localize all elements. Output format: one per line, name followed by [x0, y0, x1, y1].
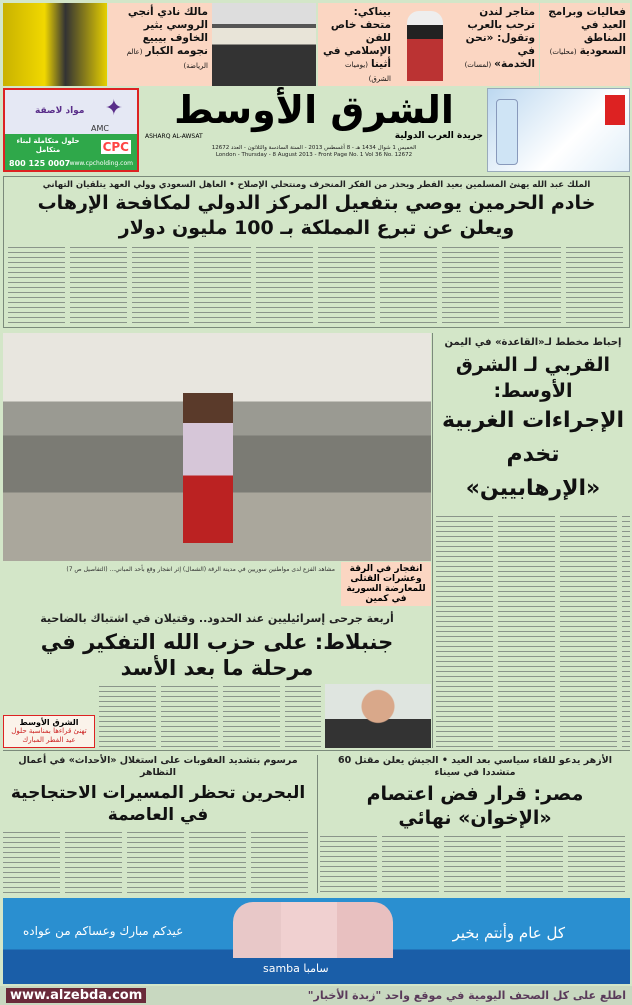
yemen-story[interactable]: [436, 333, 630, 748]
syria-photo: [3, 333, 431, 561]
eid-promo-box[interactable]: [3, 715, 95, 748]
photo-figure: [183, 393, 233, 543]
logo-latin: ASHARQ AL-AWSAT: [145, 133, 203, 140]
yemen-body-text: [436, 514, 630, 748]
yemen-headline-1: القربي لـ الشرق الأوسط:: [455, 354, 611, 402]
lead-kicker: الملك عبد الله يهنئ المسلمين بعيد الفطر ويحذر من الفكر المنحرف ومنتحلي الإصلاح • العاهل السعودي وولي العهد يتلقيان التهاني: [42, 180, 591, 190]
column-rule: [317, 755, 318, 893]
column-rule: [432, 333, 433, 748]
watermark-url[interactable]: www.alzebda.com: [6, 988, 146, 1003]
teaser-section: (عالم الرياضة): [126, 48, 208, 70]
teaser-photo-woman: [395, 3, 455, 86]
teaser-title: بيناكي: متحف خاص للفن الإسلامي في أثينا: [323, 6, 391, 70]
amc-brand: AMC: [91, 124, 109, 133]
syria-box[interactable]: [341, 562, 431, 606]
egypt-kicker: الأزهر يدعو للقاء سياسي بعد العيد • الجيش يعلن مقتل 60 متشددا في سيناء: [337, 755, 612, 778]
lead-headline: خادم الحرمين يوصي بتفعيل المركز الدولي لمكافحة الإرهاب ويعلن عن تبرع المملكة بـ 100 مليون دولار: [37, 192, 596, 239]
watermark-bar[interactable]: [0, 986, 632, 1005]
lead-story[interactable]: [3, 176, 630, 328]
teaser-title: مالك نادي أنجي الروسي يثير الخاوف بيبيع نجومه الكبار: [127, 6, 208, 57]
yemen-headline-2: الإجراءات الغربية تخدم «الإرهابيين»: [441, 408, 625, 501]
logo-text: الشرق الأوسط: [174, 88, 454, 132]
dateline-en: London - Thursday - 8 August 2013 - Front Page No. 1 Vol 36 No. 12672: [215, 152, 413, 158]
cpc-text: حلول متكاملة لبناء متكامل: [16, 137, 80, 154]
syria-box-title: انفجار في الرقة وعشرات القتلى للمعارضة السورية في كمين: [346, 564, 426, 604]
bahrain-body-text: [3, 830, 313, 895]
samba-greeting-left: عيدكم مبارك وعساكم من عواده: [23, 924, 184, 938]
egypt-headline: مصر: قرار فض اعتصام «الإخوان» نهائي: [366, 783, 584, 829]
jumblatt-portrait: [325, 684, 431, 748]
teaser-1[interactable]: [540, 3, 630, 86]
samba-ad[interactable]: [3, 898, 630, 984]
dateline: [145, 145, 483, 159]
yemen-kicker: إحباط مخطط لـ«القاعدة» في اليمن: [444, 337, 622, 348]
teaser-4[interactable]: [108, 3, 212, 86]
lead-body-text: [8, 245, 625, 323]
tagline: جريدة العرب الدولية: [394, 131, 483, 141]
dateline-ar: الخميس 1 شوال 1434 هـ - 8 أغسطس 2013 - السنة السادسة والثلاثون - العدد 12672: [211, 145, 417, 151]
amc-logo-icon: ✦: [104, 96, 123, 121]
egypt-body-text: [320, 834, 630, 895]
lebanon-body-text: [99, 684, 321, 748]
teaser-section: (محليات): [549, 48, 577, 56]
samba-greeting-right: كل عام وأنتم بخير: [452, 924, 565, 942]
promo-text: تهنئ قراءها بمناسبة حلول عيد الفطر المبارك: [11, 727, 87, 744]
bahrain-story[interactable]: [3, 752, 313, 895]
syria-caption: مشاهد الفزع لدى مواطنين سوريين في مدينة الرقة (الشمال) إثر انفجار وقع بأحد المباني... (التفاصيل ص 7): [66, 566, 335, 573]
cpc-brand: CPC: [102, 140, 129, 154]
teaser-section: (لمسات): [464, 61, 492, 69]
lebanon-kicker: أربعة جرحى إسرائيليين عند الحدود.. وقتيلان في اشتباك بالضاحية: [40, 612, 394, 625]
lebanon-story[interactable]: [3, 608, 431, 748]
samba-brand: samba سامبا: [263, 962, 329, 975]
teaser-title: متاجر لندن ترحب بالعرب وتقول: «نحن في الخدمة»: [465, 6, 535, 70]
teaser-title: فعاليات وبرامج العيد في المناطق السعودية: [548, 6, 626, 57]
teaser-3[interactable]: [318, 3, 395, 86]
lebanon-headline: جنبلاط: على حزب الله التفكير في مرحلة ما بعد الأسد: [40, 630, 394, 680]
teaser-section: (يوميات الشرق): [345, 61, 391, 83]
egypt-story[interactable]: [320, 752, 630, 895]
watermark-text: اطلع على كل الصحف اليومية في موقع واحد "زبدة الأخبار": [307, 989, 626, 1002]
brand-logo-icon: [605, 95, 625, 125]
amc-label: مواد لاصقة: [35, 106, 85, 116]
teaser-photo-building: [212, 3, 316, 86]
bahrain-headline: البحرين تحظر المسيرات الاحتجاجية في العاصمة: [10, 783, 306, 825]
teaser-photo-football: [3, 3, 107, 86]
ad-water[interactable]: [487, 88, 630, 172]
cpc-phone: 800 125 0007: [9, 159, 71, 168]
section-rule: [3, 750, 630, 751]
royal-portraits: [233, 902, 393, 958]
promo-logo: الشرق الأوسط: [19, 718, 79, 727]
ad-amc-cpc[interactable]: [3, 88, 139, 172]
cpc-url: www.cpcholding.com: [69, 160, 133, 167]
bahrain-kicker: مرسوم بتشديد العقوبات على استغلال «الأحداث» في أعمال التظاهر: [18, 755, 298, 778]
masthead-logo: [145, 89, 483, 173]
teaser-2[interactable]: [455, 3, 539, 86]
water-bottle-icon: [496, 99, 518, 165]
